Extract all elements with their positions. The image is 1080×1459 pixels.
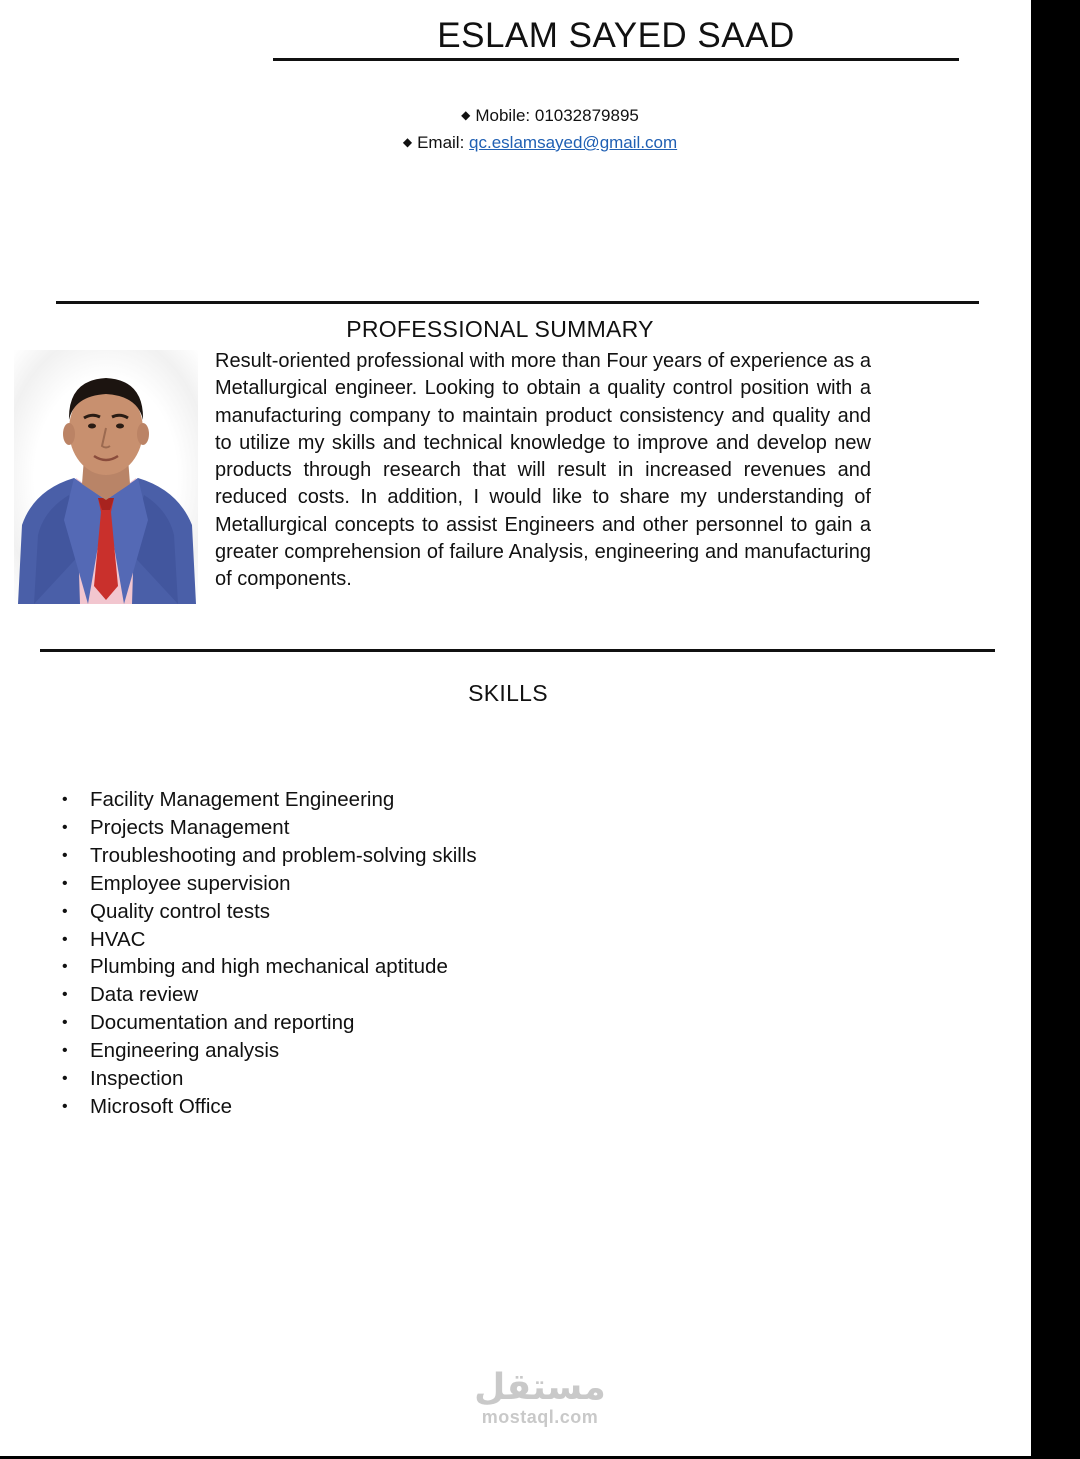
profile-photo [14, 350, 198, 604]
diamond-bullet-icon: ◆ [461, 108, 471, 122]
bullet-icon: • [62, 846, 68, 864]
mobile-text: Mobile: 01032879895 [475, 106, 639, 125]
skill-item: • Projects Management [62, 814, 477, 842]
bullet-icon: • [62, 791, 68, 808]
bullet-icon: • [62, 818, 68, 836]
skills-heading: SKILLS [468, 680, 548, 706]
mobile-line [0, 106, 1080, 126]
diamond-bullet-icon: ◆ [402, 135, 413, 149]
bullet-icon: • [62, 958, 68, 976]
skill-item: • Plumbing and high mechanical aptitude [62, 953, 477, 981]
bullet-icon: • [62, 930, 68, 948]
email-link[interactable]: qc.eslamsayed@gmail.com [469, 133, 678, 152]
bullet-icon: • [62, 1097, 68, 1115]
bullet-icon: • [62, 986, 68, 1004]
bullet-icon: • [62, 1042, 68, 1060]
profile-photo-illustration [14, 350, 198, 604]
bullet-icon: • [62, 1014, 68, 1032]
skill-item: • Data review [62, 981, 477, 1009]
name-underline [273, 58, 959, 61]
email-line [0, 133, 1080, 153]
bullet-icon: • [62, 1070, 68, 1088]
section-divider [40, 649, 995, 652]
skills-list [62, 786, 477, 1121]
skill-item: • Employee supervision [62, 870, 477, 898]
skill-item: • Microsoft Office [62, 1093, 477, 1121]
summary-heading: PROFESSIONAL SUMMARY [346, 316, 654, 342]
skill-item: • Documentation and reporting [62, 1009, 477, 1037]
watermark-arabic: مستقل [474, 1367, 606, 1408]
summary-paragraph: Result-oriented professional with more than Four years of experience as a Metallurgical engineer. Looking to obtain a quality control position with a manufacturing company to maintain product consistency and quality and to utilize my skills and technical knowledge to improve and develop new products through research that will result in increased revenues and reduced costs. In addition, I would like to share my understanding of Metallurgical concepts to assist Engineers and other personnel to gain a greater comprehension of failure Analysis, engineering and manufacturing of components. [215, 350, 871, 591]
bullet-icon: • [62, 902, 68, 920]
skill-item: • Troubleshooting and problem-solving skills [62, 842, 477, 870]
watermark-domain: mostaql.com [481, 1407, 599, 1427]
skill-item: • Quality control tests [62, 898, 477, 926]
skill-item: • Inspection [62, 1065, 477, 1093]
mostaql-watermark [440, 1368, 640, 1426]
candidate-name: ESLAM SAYED SAAD [437, 16, 795, 55]
skill-item: • Engineering analysis [62, 1037, 477, 1065]
skill-item: • Facility Management Engineering [62, 786, 477, 814]
bullet-icon: • [62, 874, 68, 892]
section-divider [56, 301, 979, 304]
skill-item: • HVAC [62, 926, 477, 954]
email-label: Email: [417, 133, 470, 152]
